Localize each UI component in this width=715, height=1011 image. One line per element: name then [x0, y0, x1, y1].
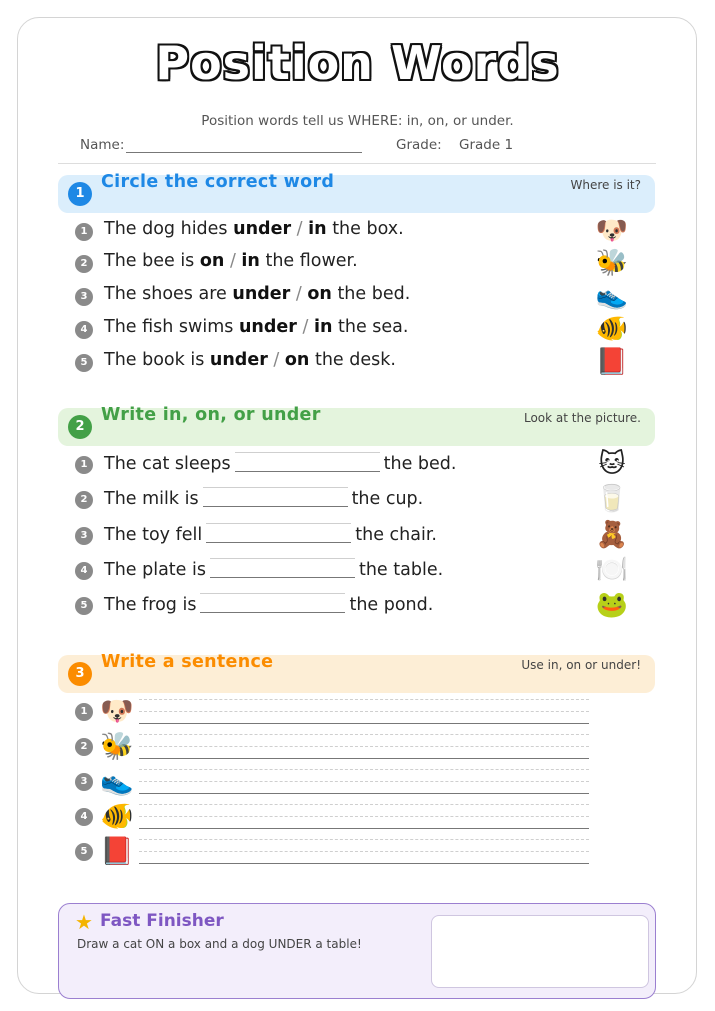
writing-line[interactable]: [139, 839, 589, 840]
writing-baseline: [139, 828, 589, 829]
drawing-area[interactable]: [431, 915, 649, 988]
page-subtitle: Position words tell us WHERE: in, on, or under.: [201, 113, 514, 129]
item-number: 1: [75, 456, 93, 474]
item-sentence: The bee is on / in the flower.: [104, 251, 358, 271]
section3-header: [58, 652, 655, 693]
item-sentence: The cat sleeps the bed.: [104, 454, 457, 474]
section2-item: [75, 591, 635, 621]
item-number: 2: [75, 491, 93, 509]
section2-item: [75, 450, 635, 480]
item-sentence: The toy fell the chair.: [104, 525, 437, 545]
item-number: 3: [75, 773, 93, 791]
grade-label: Grade:: [396, 137, 442, 153]
name-label: Name:: [80, 137, 125, 153]
item-number: 5: [75, 843, 93, 861]
writing-row: [75, 729, 595, 765]
name-field[interactable]: [126, 152, 362, 153]
fish-icon: 🐠: [100, 801, 134, 832]
item-number: 3: [75, 288, 93, 306]
fast-finisher-title: Fast Finisher: [100, 911, 224, 931]
writing-baseline: [139, 723, 589, 724]
header-divider: [58, 163, 656, 164]
writing-line[interactable]: [139, 699, 589, 700]
item-sentence: The frog is the pond.: [104, 595, 434, 615]
writing-row: [75, 764, 595, 800]
writing-row: [75, 799, 595, 835]
section2-item: [75, 485, 635, 515]
milk-icon: 🥛: [595, 484, 629, 514]
fish-icon: 🐠: [595, 314, 629, 344]
choice-option[interactable]: in: [308, 219, 327, 239]
item-number: 4: [75, 562, 93, 580]
section1-number: 1: [68, 182, 92, 206]
writing-baseline: [139, 863, 589, 864]
choice-option[interactable]: under: [209, 350, 268, 370]
choice-option[interactable]: on: [199, 251, 225, 271]
choice-option[interactable]: on: [284, 350, 310, 370]
section2-header: [58, 405, 655, 446]
item-number: 4: [75, 321, 93, 339]
section1-header: [58, 172, 655, 213]
writing-midline: [139, 851, 589, 852]
section3-title: Write a sentence: [101, 652, 274, 672]
writing-midline: [139, 711, 589, 712]
dog-icon: 🐶: [100, 696, 134, 727]
item-number: 4: [75, 808, 93, 826]
section1-item: [75, 315, 635, 345]
writing-baseline: [139, 758, 589, 759]
writing-line[interactable]: [139, 769, 589, 770]
section3-hint: Use in, on or under!: [521, 658, 641, 672]
answer-blank[interactable]: [210, 558, 355, 578]
choice-option[interactable]: under: [238, 317, 297, 337]
plate-icon: 🍽️: [595, 555, 629, 585]
cat-icon: 🐱: [598, 449, 626, 479]
bee-icon: 🐝: [100, 731, 134, 762]
item-number: 3: [75, 527, 93, 545]
item-number: 5: [75, 354, 93, 372]
item-sentence: The fish swims under / in the sea.: [104, 317, 409, 337]
answer-blank[interactable]: [235, 452, 380, 472]
writing-midline: [139, 816, 589, 817]
frog-icon: 🐸: [595, 590, 629, 620]
section1-item: [75, 348, 635, 378]
section2-number: 2: [68, 415, 92, 439]
section2-title: Write in, on, or under: [101, 405, 321, 425]
section2-item: [75, 556, 635, 586]
item-number: 2: [75, 738, 93, 756]
choice-option[interactable]: on: [307, 284, 332, 304]
shoe-icon: 👟: [595, 281, 629, 311]
section1-item: [75, 217, 635, 247]
section2-hint: Look at the picture.: [523, 411, 641, 425]
dog-icon: 🐶: [595, 216, 629, 246]
teddy-bear-icon: 🧸: [595, 520, 629, 550]
bee-icon: 🐝: [595, 248, 629, 278]
section1-item: [75, 249, 635, 279]
writing-midline: [139, 746, 589, 747]
item-sentence: The plate is the table.: [104, 560, 444, 580]
writing-row: [75, 834, 595, 870]
shoe-icon: 👟: [100, 766, 134, 797]
section2-item: [75, 521, 635, 551]
grade-value: Grade 1: [459, 137, 514, 153]
choice-option[interactable]: in: [241, 251, 260, 271]
fast-finisher-box: [58, 903, 656, 999]
item-number: 1: [75, 703, 93, 721]
item-sentence: The milk is the cup.: [104, 489, 424, 509]
writing-baseline: [139, 793, 589, 794]
fast-finisher-instructions: Draw a cat ON a box and a dog UNDER a table!: [77, 937, 362, 951]
item-sentence: The dog hides under / in the box.: [104, 219, 404, 239]
choice-option[interactable]: in: [313, 317, 333, 337]
section1-item: [75, 282, 635, 312]
item-number: 1: [75, 223, 93, 241]
section1-title: Circle the correct word: [101, 172, 335, 192]
writing-midline: [139, 781, 589, 782]
page-title: Position Words: [155, 36, 560, 90]
item-sentence: The shoes are under / on the bed.: [104, 284, 411, 304]
writing-row: [75, 694, 595, 730]
answer-blank[interactable]: [200, 593, 345, 613]
item-sentence: The book is under / on the desk.: [104, 350, 396, 370]
writing-line[interactable]: [139, 804, 589, 805]
item-number: 2: [75, 255, 93, 273]
section3-number: 3: [68, 662, 92, 686]
book-icon: 📕: [100, 836, 134, 867]
writing-line[interactable]: [139, 734, 589, 735]
choice-option[interactable]: under: [232, 284, 291, 304]
answer-blank[interactable]: [203, 487, 348, 507]
star-icon: ★: [75, 910, 93, 934]
choice-option[interactable]: under: [233, 219, 292, 239]
item-number: 5: [75, 597, 93, 615]
answer-blank[interactable]: [206, 523, 351, 543]
section1-hint: Where is it?: [570, 178, 641, 192]
book-icon: 📕: [595, 347, 629, 377]
